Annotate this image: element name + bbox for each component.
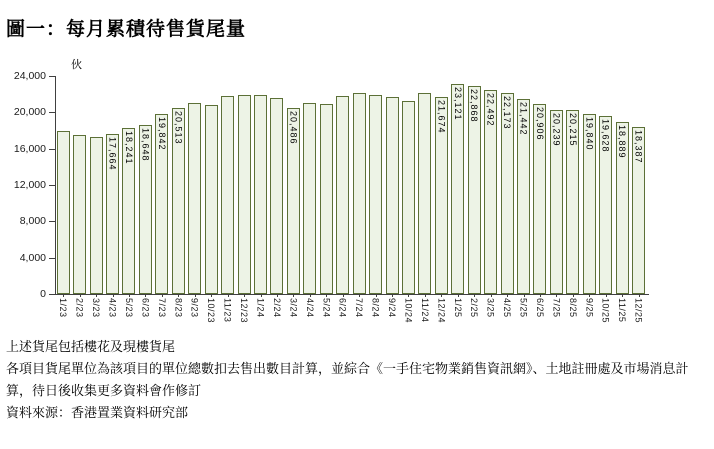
bar-value-label: 21,442 bbox=[518, 102, 529, 136]
x-tick-label: 3/25 bbox=[485, 298, 496, 318]
x-tick-label: 1/23 bbox=[58, 298, 69, 318]
x-tick-label: 3/23 bbox=[91, 298, 102, 318]
bar-value-label: 20,513 bbox=[173, 110, 184, 145]
x-tick-label: 7/23 bbox=[156, 298, 167, 318]
bar bbox=[418, 93, 431, 294]
y-tick-label: 24,000 bbox=[13, 70, 46, 82]
y-tick-mark bbox=[49, 112, 55, 113]
bar bbox=[435, 97, 448, 294]
x-tick-mark bbox=[524, 294, 525, 297]
y-tick-label: 0 bbox=[40, 288, 46, 300]
bar bbox=[90, 137, 103, 294]
y-tick-label: 12,000 bbox=[13, 179, 46, 191]
x-tick-mark bbox=[326, 294, 327, 297]
x-tick-label: 5/23 bbox=[123, 298, 134, 318]
bar bbox=[106, 134, 119, 294]
x-tick-mark bbox=[392, 294, 393, 297]
bar-value-label: 18,241 bbox=[123, 131, 134, 165]
y-tick-label: 4,000 bbox=[19, 251, 46, 264]
x-tick-label: 7/25 bbox=[551, 298, 562, 318]
footnote-line: 各項目貨尾單位為該項目的單位總數扣去售出數目計算，並綜合《一手住宅物業銷售資訊網》、土地註冊處及市場消息計 bbox=[6, 361, 689, 376]
footnote-line: 算，待日後收集更多資料會作修訂 bbox=[6, 383, 202, 398]
bar bbox=[501, 93, 514, 294]
x-tick-label: 6/24 bbox=[337, 298, 348, 318]
x-tick-label: 10/25 bbox=[600, 298, 611, 324]
x-tick-mark bbox=[310, 294, 311, 297]
x-tick-label: 6/23 bbox=[140, 298, 151, 318]
y-tick-mark bbox=[49, 149, 55, 150]
x-tick-mark bbox=[507, 294, 508, 297]
x-tick-label: 12/24 bbox=[436, 298, 447, 324]
bar bbox=[303, 103, 316, 294]
bar bbox=[451, 84, 464, 294]
bar bbox=[287, 108, 300, 294]
x-tick-label: 5/25 bbox=[518, 298, 529, 318]
x-tick-label: 2/23 bbox=[74, 298, 85, 318]
footnote-line: 資料來源：香港置業資料研究部 bbox=[6, 405, 189, 420]
x-tick-label: 4/25 bbox=[502, 298, 513, 318]
bar bbox=[616, 122, 629, 294]
bar bbox=[238, 95, 251, 294]
x-tick-label: 8/23 bbox=[173, 298, 184, 318]
bar-value-label: 18,889 bbox=[617, 125, 628, 159]
x-tick-label: 2/25 bbox=[469, 298, 480, 318]
bar-value-label: 18,387 bbox=[633, 129, 644, 164]
bar bbox=[599, 116, 612, 294]
bar-value-label: 22,492 bbox=[485, 92, 496, 127]
x-tick-mark bbox=[244, 294, 245, 297]
bar bbox=[632, 127, 645, 294]
bar bbox=[468, 86, 481, 294]
bar bbox=[566, 110, 579, 294]
x-tick-mark bbox=[425, 294, 426, 297]
y-tick-mark bbox=[49, 221, 55, 222]
bar bbox=[188, 103, 201, 294]
bar bbox=[57, 131, 70, 294]
bar-value-label: 17,664 bbox=[107, 136, 118, 171]
x-axis bbox=[55, 294, 649, 295]
bar bbox=[155, 114, 168, 294]
bar-value-label: 22,868 bbox=[469, 89, 480, 123]
x-tick-mark bbox=[145, 294, 146, 297]
bar bbox=[336, 96, 349, 294]
x-tick-mark bbox=[408, 294, 409, 297]
x-tick-mark bbox=[474, 294, 475, 297]
bar-value-label: 20,239 bbox=[551, 113, 562, 147]
x-tick-mark bbox=[441, 294, 442, 297]
bar bbox=[139, 125, 152, 294]
x-tick-label: 4/24 bbox=[304, 298, 315, 318]
bar bbox=[122, 128, 135, 294]
x-tick-label: 8/25 bbox=[567, 298, 578, 318]
y-tick-label: 8,000 bbox=[19, 215, 46, 228]
bar-value-label: 19,840 bbox=[584, 116, 595, 151]
bar bbox=[221, 96, 234, 294]
bar bbox=[320, 104, 333, 294]
bar bbox=[517, 99, 530, 294]
x-tick-mark bbox=[96, 294, 97, 297]
x-tick-label: 9/23 bbox=[189, 298, 200, 318]
x-tick-mark bbox=[556, 294, 557, 297]
bar bbox=[270, 98, 283, 294]
x-tick-mark bbox=[639, 294, 640, 297]
x-tick-mark bbox=[261, 294, 262, 297]
y-axis-unit-label: 伙 bbox=[71, 59, 82, 71]
chart-title: 圖一：每月累積待售貨尾量 bbox=[6, 19, 247, 40]
bar bbox=[484, 90, 497, 294]
x-tick-label: 3/24 bbox=[288, 298, 299, 318]
x-tick-mark bbox=[540, 294, 541, 297]
bar bbox=[386, 97, 399, 294]
x-tick-mark bbox=[63, 294, 64, 297]
x-tick-label: 11/25 bbox=[617, 298, 628, 323]
x-tick-label: 11/23 bbox=[222, 298, 233, 323]
x-tick-mark bbox=[228, 294, 229, 297]
bar bbox=[172, 108, 185, 294]
bar bbox=[533, 104, 546, 294]
bar-value-label: 22,173 bbox=[502, 95, 513, 130]
x-tick-label: 4/23 bbox=[107, 298, 118, 318]
x-tick-label: 1/25 bbox=[452, 298, 463, 318]
y-tick-mark bbox=[49, 76, 55, 77]
bar-value-label: 20,486 bbox=[288, 110, 299, 145]
bar-value-label: 21,674 bbox=[436, 100, 447, 134]
x-tick-mark bbox=[113, 294, 114, 297]
x-tick-label: 12/23 bbox=[239, 298, 250, 324]
x-tick-mark bbox=[376, 294, 377, 297]
x-tick-mark bbox=[589, 294, 590, 297]
bar-value-label: 23,121 bbox=[452, 86, 463, 121]
bar-value-label: 19,628 bbox=[600, 118, 611, 153]
x-tick-label: 9/24 bbox=[387, 298, 398, 318]
x-tick-label: 6/25 bbox=[534, 298, 545, 318]
x-tick-label: 10/23 bbox=[206, 298, 217, 324]
x-tick-mark bbox=[343, 294, 344, 297]
x-tick-mark bbox=[162, 294, 163, 297]
bar-value-label: 18,648 bbox=[140, 127, 151, 162]
bar bbox=[583, 114, 596, 294]
bar-value-label: 19,842 bbox=[156, 116, 167, 151]
x-tick-mark bbox=[195, 294, 196, 297]
x-tick-mark bbox=[293, 294, 294, 297]
x-tick-label: 1/24 bbox=[255, 298, 266, 318]
x-tick-label: 5/24 bbox=[321, 298, 332, 318]
bar bbox=[369, 95, 382, 294]
y-tick-mark bbox=[49, 294, 55, 295]
x-tick-mark bbox=[178, 294, 179, 297]
x-tick-mark bbox=[458, 294, 459, 297]
x-tick-label: 7/24 bbox=[354, 298, 365, 318]
x-tick-label: 11/24 bbox=[419, 298, 430, 323]
bar bbox=[402, 101, 415, 294]
x-tick-label: 10/24 bbox=[403, 298, 414, 324]
x-tick-label: 9/25 bbox=[584, 298, 595, 318]
bar-value-label: 20,906 bbox=[534, 107, 545, 141]
bar bbox=[353, 93, 366, 294]
bar-value-label: 20,215 bbox=[567, 113, 578, 147]
y-tick-label: 20,000 bbox=[13, 106, 46, 119]
x-tick-mark bbox=[129, 294, 130, 297]
x-tick-label: 2/24 bbox=[271, 298, 282, 318]
x-tick-mark bbox=[359, 294, 360, 297]
bar bbox=[550, 110, 563, 294]
x-tick-mark bbox=[606, 294, 607, 297]
x-tick-mark bbox=[211, 294, 212, 297]
x-tick-label: 8/24 bbox=[370, 298, 381, 318]
footnote-line: 上述貨尾包括樓花及現樓貨尾 bbox=[6, 339, 176, 354]
bar bbox=[254, 95, 267, 294]
bar bbox=[205, 105, 218, 294]
y-tick-label: 16,000 bbox=[13, 142, 46, 155]
x-tick-mark bbox=[277, 294, 278, 297]
bar bbox=[73, 135, 86, 294]
x-tick-mark bbox=[491, 294, 492, 297]
footnotes bbox=[6, 336, 689, 424]
x-tick-mark bbox=[80, 294, 81, 297]
x-tick-label: 12/25 bbox=[633, 298, 644, 324]
y-tick-mark bbox=[49, 258, 55, 259]
x-tick-mark bbox=[573, 294, 574, 297]
y-tick-mark bbox=[49, 185, 55, 186]
x-tick-mark bbox=[622, 294, 623, 297]
